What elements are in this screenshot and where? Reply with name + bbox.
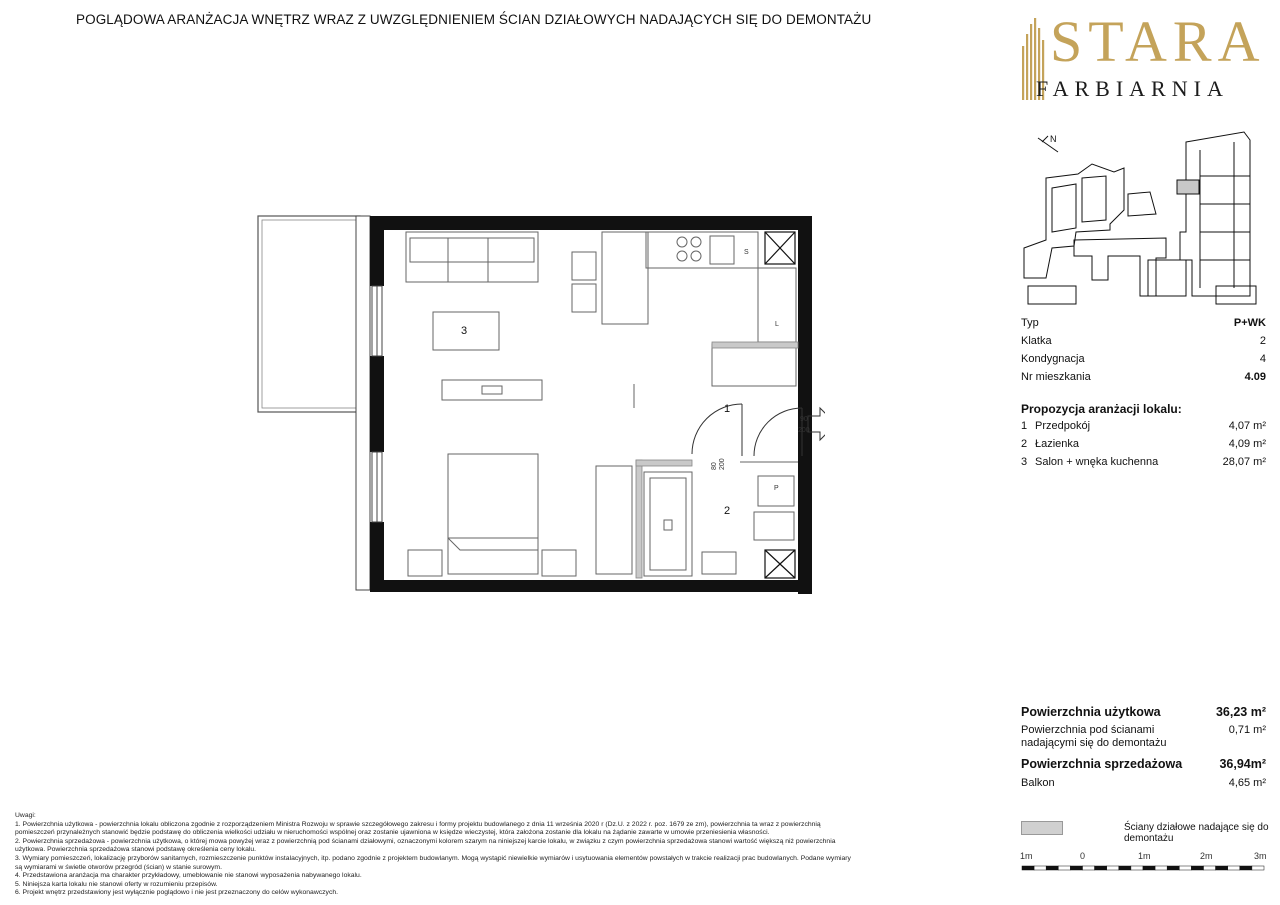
detail-kondygnacja: Kondygnacja 4 xyxy=(1021,353,1266,365)
scale-segment xyxy=(1046,866,1058,870)
scale-segment xyxy=(1179,866,1191,870)
note-line: pomieszczeń przynależnych stanowić będzie podstawę do obliczenia wielkości udziału w nieruchomości wspólnej oraz zostanie ujawniona w księdze wieczystej, która założona zostanie dla lokalu na żądanie zawarte w umowie przeniesienia własności. xyxy=(15,829,770,837)
scale-segment xyxy=(1083,866,1095,870)
washer-mark: P xyxy=(774,485,779,492)
scale-segment xyxy=(1107,866,1119,870)
scale-segment xyxy=(1167,866,1179,870)
walls-area-line2: nadającymi się do demontażu xyxy=(1021,737,1167,749)
scale-segment xyxy=(1034,866,1046,870)
detail-klatka: Klatka 2 xyxy=(1021,335,1266,347)
bath-door-height: 200 xyxy=(719,458,726,470)
room-2-label: 2 xyxy=(724,505,731,517)
room-row: 3 Salon + wnęka kuchenna 28,07 m² xyxy=(1021,456,1266,468)
room-1-label: 1 xyxy=(724,403,731,415)
note-line: użytkowa. Powierzchnia sprzedażowa stanowi podstawę określenia ceny lokalu. xyxy=(15,846,257,854)
entry-door-height: 200 xyxy=(798,427,810,434)
balcony-area: Balkon 4,65 m² xyxy=(1021,777,1266,789)
scale-label: 1m xyxy=(1020,851,1033,861)
detail-nr-mieszkania: Nr mieszkania 4.09 xyxy=(1021,371,1266,383)
building-key-plan xyxy=(1016,128,1272,306)
scale-segment xyxy=(1022,866,1034,870)
scale-label: 1m xyxy=(1138,851,1151,861)
scale-segment xyxy=(1228,866,1240,870)
scale-segment xyxy=(1070,866,1082,870)
stara-farbiarnia-logo xyxy=(1018,10,1268,105)
scale-segment xyxy=(1058,866,1070,870)
detail-typ: Typ P+WK xyxy=(1021,317,1266,329)
proposal-title: Propozycja aranżacji lokalu: xyxy=(1021,402,1182,416)
fridge-mark: L xyxy=(775,321,779,328)
scale-label: 2m xyxy=(1200,851,1213,861)
bath-door-width: 80 xyxy=(711,462,718,470)
scale-segment xyxy=(1216,866,1228,870)
legend-swatch xyxy=(1021,821,1063,835)
scale-segment xyxy=(1204,866,1216,870)
note-line: 3. Wymiary pomieszczeń, lokalizację przyborów sanitarnych, rozmieszczenie punktów instalacyjnych, itp. podano zgodnie z projektem budowlanym. Mogą wystąpić niewielkie wymiarów i usytuowania elementów powstałych w trakcie realizacji prac budowlanych. Podane wymiary xyxy=(15,854,851,862)
sale-area: Powierzchnia sprzedażowa 36,94m² xyxy=(1021,757,1266,771)
legend-text: Ściany działowe nadające się do demontażu xyxy=(1124,822,1269,844)
scale-segment xyxy=(1252,866,1264,870)
room-row: 2 Łazienka 4,09 m² xyxy=(1021,438,1266,450)
page-title: POGLĄDOWA ARANŻACJA WNĘTRZ WRAZ Z UWZGLĘDNIENIEM ŚCIAN DZIAŁOWYCH NADAJĄCYCH SIĘ DO DEMONTAŻU xyxy=(76,12,872,27)
note-line: 5. Niniejsza karta lokalu nie stanowi oferty w rozumieniu przepisów. xyxy=(15,880,218,888)
hob-mark: S xyxy=(744,249,749,256)
scale-segment xyxy=(1119,866,1131,870)
scale-segment xyxy=(1131,866,1143,870)
scale-label: 3m xyxy=(1254,851,1267,861)
scale-bar xyxy=(1016,848,1270,878)
notes xyxy=(15,812,990,898)
room-3-label: 3 xyxy=(461,325,468,337)
scale-segment xyxy=(1240,866,1252,870)
note-line: 1. Powierzchnia użytkowa - powierzchnia lokalu obliczona zgodnie z rozporządzeniem Ministra Rozwoju w sprawie szczegółowego zakresu i formy projektu budowlanego z dnia 11 września 2020 r (Dz.U. z 2022 r. poz. 1679 ze zm), powierzchnia ta wraz z powierzchnią xyxy=(15,820,821,828)
walls-area: Powierzchnia pod ścianami 0,71 m² xyxy=(1021,724,1266,736)
usable-area: Powierzchnia użytkowa 36,23 m² xyxy=(1021,705,1266,719)
logo-line-1: STARA xyxy=(1050,9,1266,74)
logo-line-2: FARBIARNIA xyxy=(1036,76,1229,101)
note-line: 4. Przedstawiona aranżacja ma charakter przykładowy, umeblowanie nie stanowi wyposażenia nabywanego lokalu. xyxy=(15,872,362,880)
north-label: N xyxy=(1050,134,1057,144)
note-line: 6. Projekt wnętrz przedstawiony jest wyłącznie poglądowo i nie jest przeznaczony do celów wykonawczych. xyxy=(15,889,339,897)
scale-segment xyxy=(1095,866,1107,870)
note-line: są wymiarami w świetle otworów przegród (ścian) w stanie surowym. xyxy=(15,863,222,871)
scale-label: 0 xyxy=(1080,851,1086,861)
entry-door-width: 90 xyxy=(800,416,808,423)
room-row: 1 Przedpokój 4,07 m² xyxy=(1021,420,1266,432)
apartment-highlight xyxy=(1177,180,1199,194)
floor-plan xyxy=(250,208,825,608)
note-line: 2. Powierzchnia sprzedażowa - powierzchnia użytkowa, o której mowa powyżej wraz z powierzchnią pod ścianami działowymi, oznaczonymi kolorem szarym na niniejszej karcie lokalu, w związku z czym powierzchnia sprzedażowa stanowi wartość większą niż powierzchnia xyxy=(15,837,836,845)
scale-segment xyxy=(1155,866,1167,870)
note-line: Uwagi: xyxy=(15,812,36,819)
scale-segment xyxy=(1191,866,1203,870)
scale-segment xyxy=(1143,866,1155,870)
